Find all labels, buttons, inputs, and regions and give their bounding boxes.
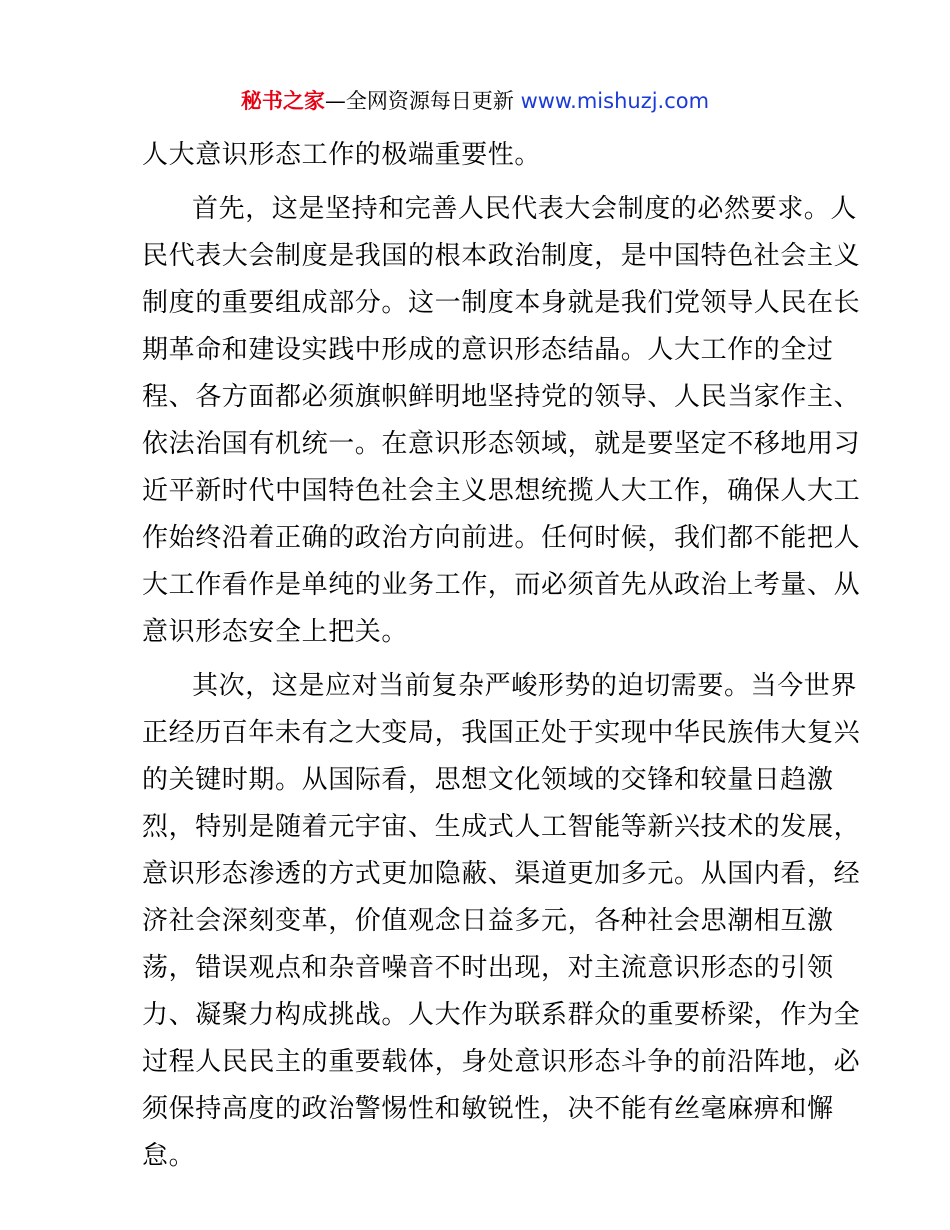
site-brand: 秘书之家 [240,89,325,113]
paragraph-line: 近平新时代中国特色社会主义思想统揽人大工作，确保人大工 [142,476,861,506]
paragraph-line: 其次，这是应对当前复杂严峻形势的迫切需要。当今世界 [192,671,858,701]
paragraph-line: 意识形态渗透的方式更加隐蔽、渠道更加多元。从国内看，经 [142,859,861,889]
document-body [142,132,861,1180]
paragraph-line: 怠。 [142,1141,196,1171]
paragraph-line: 人大意识形态工作的极端重要性。 [142,140,542,170]
paragraph-line: 济社会深刻变革，价值观念日益多元，各种社会思潮相互激 [142,906,834,936]
paragraph-line: 荡，错误观点和杂音噪音不时出现，对主流意识形态的引领 [142,953,834,983]
paragraph-line: 力、凝聚力构成挑战。人大作为联系群众的重要桥梁，作为全 [142,1000,861,1030]
paragraph-line: 的关键时期。从国际看，思想文化领域的交锋和较量日趋激 [142,765,834,795]
paragraph-line: 正经历百年未有之大变局，我国正处于实现中华民族伟大复兴 [142,718,861,748]
paragraph-line: 意识形态安全上把关。 [142,617,409,647]
paragraph-line: 民代表大会制度是我国的根本政治制度，是中国特色社会主义 [142,241,861,271]
paragraph-line: 程、各方面都必须旗帜鲜明地坚持党的领导、人民当家作主、 [142,382,861,412]
paragraph-line: 烈，特别是随着元宇宙、生成式人工智能等新兴技术的发展， [142,812,861,842]
paragraph-line: 过程人民民主的重要载体，身处意识形态斗争的前沿阵地，必 [142,1047,861,1077]
paragraph-line: 大工作看作是单纯的业务工作，而必须首先从政治上考量、从 [142,570,861,600]
site-header [0,86,950,116]
paragraph-line: 首先，这是坚持和完善人民代表大会制度的必然要求。人 [192,194,858,224]
paragraph-line: 作始终沿着正确的政治方向前进。任何时候，我们都不能把人 [142,523,861,553]
paragraph-line: 期革命和建设实践中形成的意识形态结晶。人大工作的全过 [142,335,834,365]
site-url-link[interactable]: www.mishuzj.com [520,89,710,113]
paragraph-line: 须保持高度的政治警惕性和敏锐性，决不能有丝毫麻痹和懈 [142,1094,834,1124]
paragraph-line: 依法治国有机统一。在意识形态领域，就是要坚定不移地用习 [142,429,861,459]
site-tagline: —全网资源每日更新 [324,89,521,113]
paragraph-line: 制度的重要组成部分。这一制度本身就是我们党领导人民在长 [142,288,861,318]
